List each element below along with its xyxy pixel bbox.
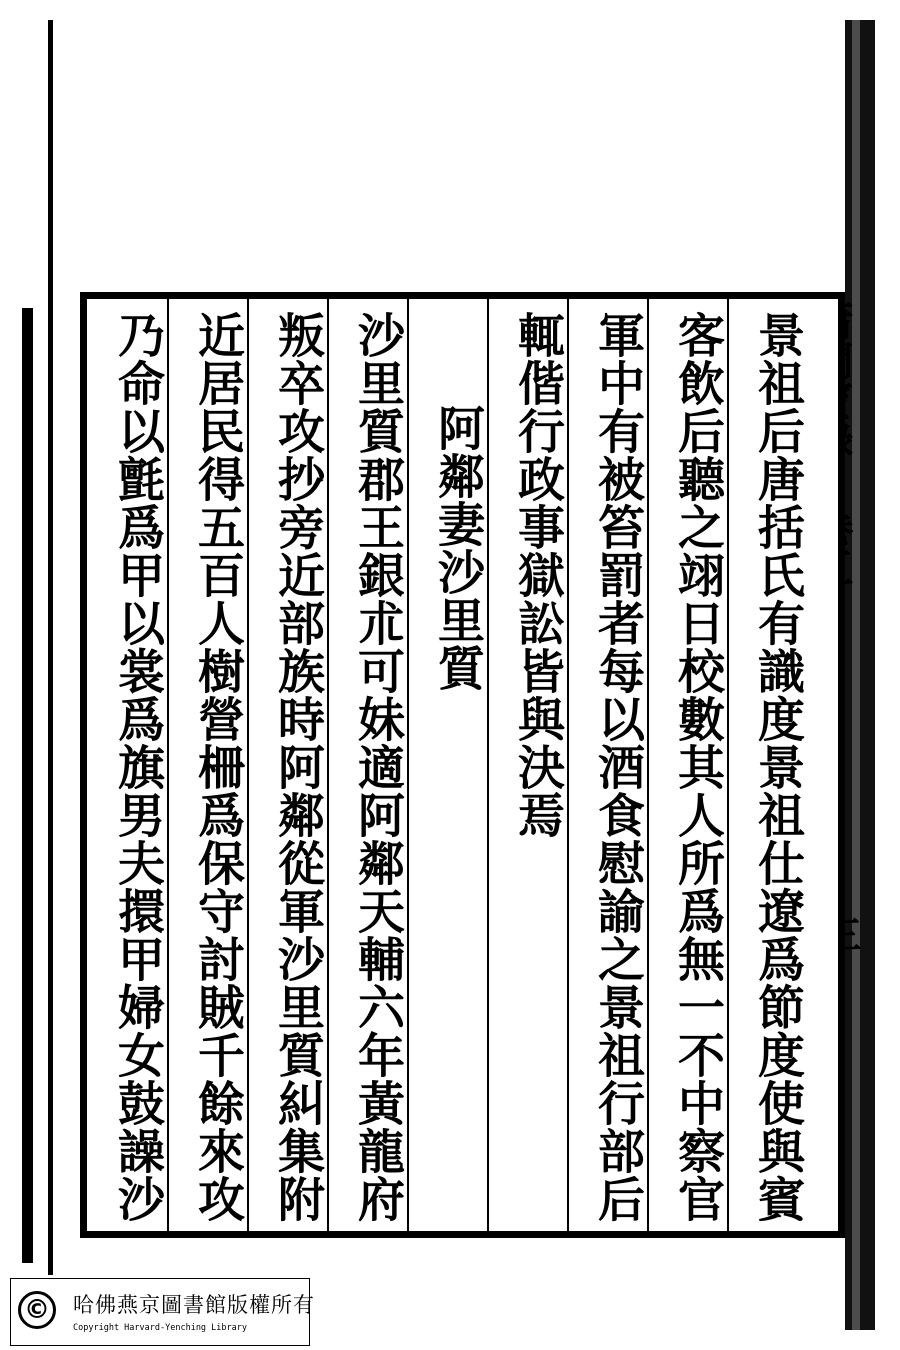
column-divider bbox=[647, 299, 649, 1231]
section-heading: 阿鄰妻沙里質 bbox=[430, 404, 485, 692]
text-column-6: 沙里質郡王銀朮可妹適阿鄰天輔六年黃龍府 bbox=[350, 311, 405, 1223]
text-column-7: 叛卒攻抄旁近部族時阿鄰從軍沙里質糾集附 bbox=[270, 311, 325, 1223]
copyright-english-text: Copyright Harvard-Yenching Library bbox=[73, 1323, 247, 1333]
text-frame bbox=[80, 292, 845, 1238]
column-divider bbox=[327, 299, 329, 1231]
copyright-chinese-text: 哈佛燕京圖書館版權所有 bbox=[73, 1293, 315, 1317]
left-thick-rule bbox=[22, 308, 33, 1263]
text-column-2: 客飲后聽之翊日校數其人所爲無一不中察官 bbox=[670, 311, 725, 1223]
text-column-9: 乃命以氈爲甲以裳爲旗男夫擐甲婦女鼓譟沙 bbox=[110, 311, 165, 1223]
text-column-4: 輒偕行政事獄訟皆與決焉 bbox=[510, 311, 565, 839]
column-divider bbox=[247, 299, 249, 1231]
page-spine bbox=[845, 20, 875, 1330]
column-divider bbox=[727, 299, 729, 1231]
copyright-stamp bbox=[10, 1278, 315, 1346]
column-divider bbox=[167, 299, 169, 1231]
copyright-icon: © bbox=[18, 1291, 56, 1329]
text-column-3: 軍中有被笞罰者每以酒食慰諭之景祖行部后 bbox=[590, 311, 645, 1223]
text-column-8: 近居民得五百人樹營柵爲保守討賊千餘來攻 bbox=[190, 311, 245, 1223]
left-margin-rule bbox=[48, 20, 53, 1275]
text-column-1: 景祖后唐括氏有識度景祖仕遼爲節度使與賓 bbox=[750, 311, 805, 1223]
column-divider bbox=[487, 299, 489, 1231]
column-divider bbox=[567, 299, 569, 1231]
column-divider bbox=[407, 299, 409, 1231]
page-spine-highlight bbox=[852, 20, 860, 1330]
